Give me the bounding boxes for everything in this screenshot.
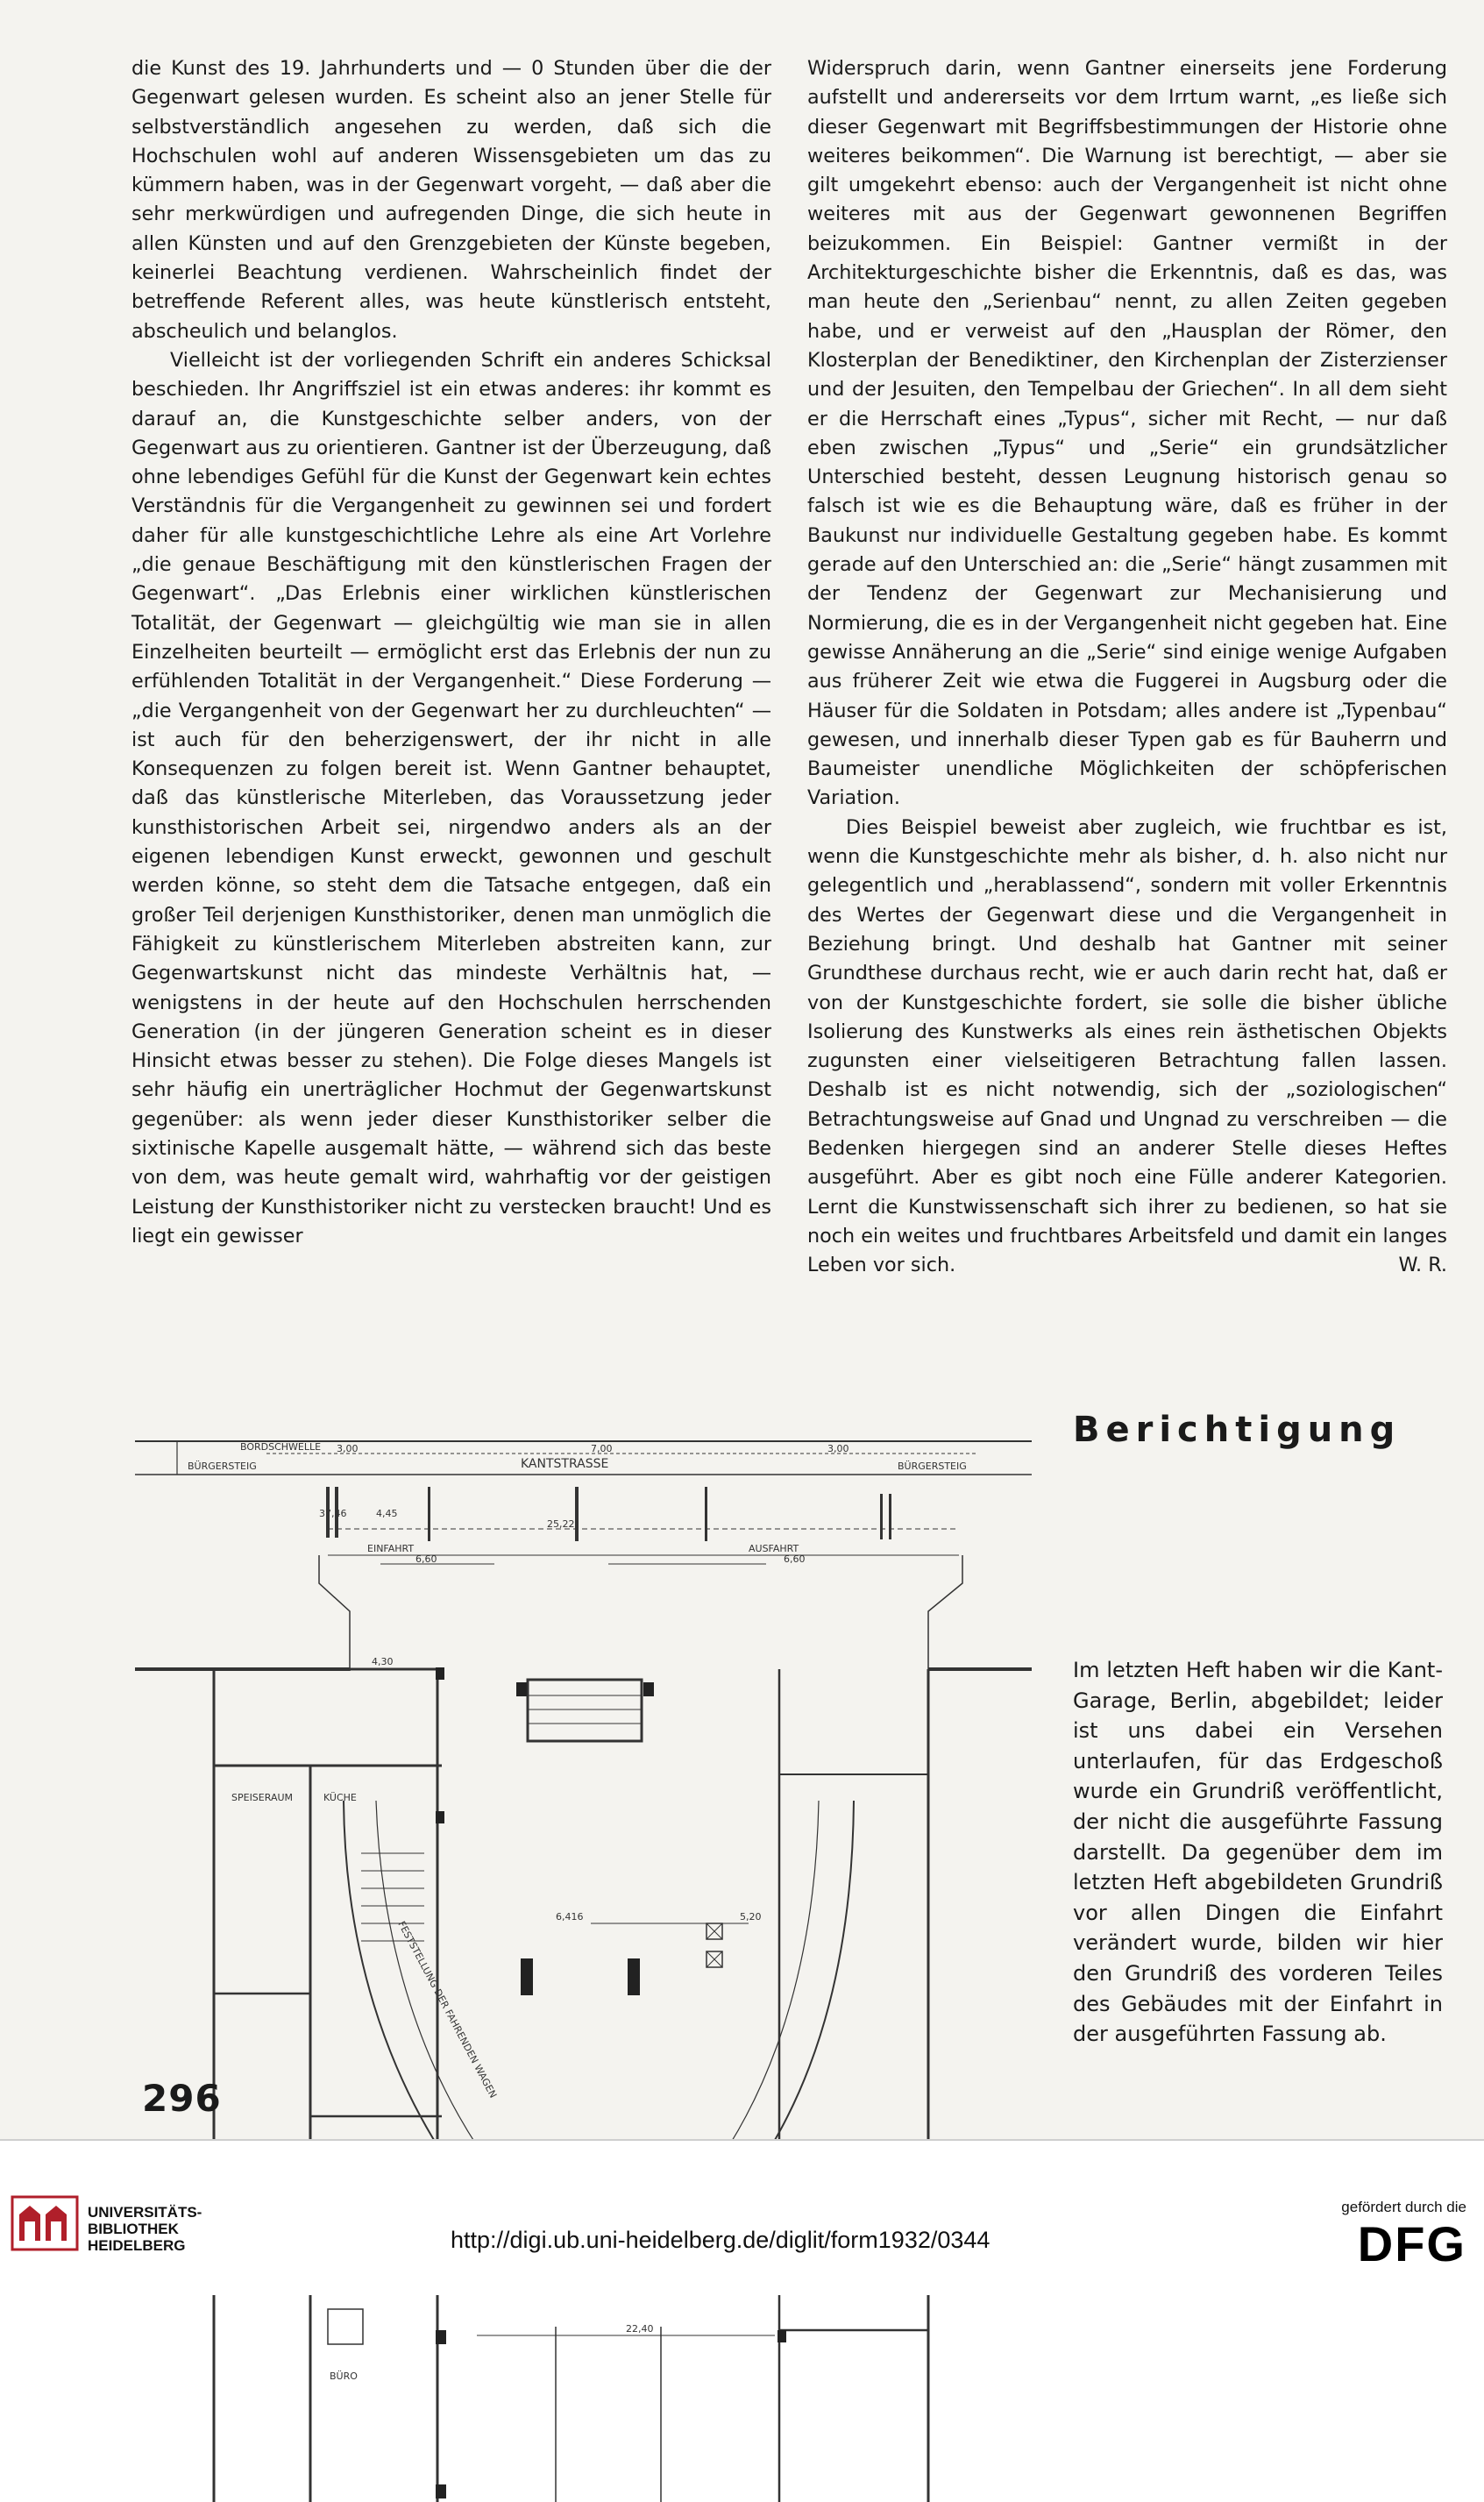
plan-dimension: 4,45 [376,1508,398,1519]
library-name-line: BIBLIOTHEK [88,2221,179,2237]
section-title: Berichtigung [1073,1410,1402,1450]
plan-dimension: 25,22 [547,1518,575,1530]
plan-dimension: 4,30 [372,1656,394,1667]
paragraph [807,814,1447,1281]
plan-label-room: SPEISERAUM [231,1792,294,1803]
plan-dimension: 6,60 [415,1553,437,1565]
dfg-logo: DFG [1357,2216,1466,2271]
library-logo-icon [11,2195,79,2251]
paragraph: Widerspruch darin, wenn Gantner einerseits jene Forderung aufstellt und andererseits vor dem Irrtum warnt, „es ließe sich dieser Gegenwart mit Begriffsbestimmungen der Historie ohne weiteres beikommen“. Die Warnung ist berechtigt, — aber sie gilt umgekehrt ebenso: auch der Vergangenheit ist nicht ohne weiteres mit aus der Gegenwart gewonnenen Begriffen beizukommen. Ein Beispiel: Gantner vermißt in der Architekturgeschichte bisher die Erkenntnis, daß es das, was man heute den „Serienbau“ nennt, zu allen Zeiten gegeben habe, und er verweist auf den „Hausplan der Römer, den Klosterplan der Benediktiner, den Kirchenplan der Zisterzienser und der Jesuiten, den Tempelbau der Griechen“. In all dem sieht er die Herrschaft eines „Typus“, sicher mit Recht, — nur daß eben zwischen „Typus“ und „Serie“ ein grundsätzlicher Unterschied besteht, dessen Leugnung historisch genau so falsch ist wie es die Behauptung wäre, daß es früher in der Baukunst nur individuelle Gestaltung gegeben habe. Es kommt gerade auf den Unterschied an: die „Serie“ hängt zusammen mit der Tendenz der Gegenwart zur Mechanisierung und Normierung, die es in der Vergangenheit nicht gegeben hat. Eine gewisse Annäherung an die „Serie“ sind einige wenige Aufgaben aus früherer Zeit wie etwa die Fuggerei in Augsburg oder die Häuser für die Soldaten in Potsdam; alles andere ist „Typenbau“ gewesen, und innerhalb dieser Typen gab es für Bauherrn und Baumeister unendliche Möglichkeiten der schöpferischen Variation. [807,57,1447,810]
text-column-right [807,54,1447,1280]
plan-dimension: 3,00 [827,1443,849,1454]
plan-dimension: 6,60 [784,1553,806,1565]
plan-dimension: 22,40 [626,2323,654,2335]
plan-label-sidewalk-left: BÜRGERSTEIG [188,1461,257,1472]
plan-dimension: 6,416 [556,1911,584,1923]
plan-label-room: KÜCHE [323,1792,357,1803]
sponsor-block [1341,2199,1466,2272]
library-name-line: HEIDELBERG [88,2237,186,2254]
paragraph: Vielleicht ist der vorliegenden Schrift ein anderes Schicksal beschieden. Ihr Angriffsziel ist ein etwas anderes: ihr kommt es darauf an, die Kunstgeschichte selber anders, von der Gegenwart aus zu orientieren. Gantner ist der Überzeugung, daß ohne lebendiges Gefühl für die Kunst der Gegenwart kein echtes Verständnis für die Vergangenheit zu gewinnen sei und fordert daher für alle kunstgeschichtliche Lehre als eine Art Vorlehre „die genaue Beschäftigung mit den künstlerischen Fragen der Gegenwart“. „Das Erlebnis einer wirklichen künstlerischen Totalität, der Gegenwart — gleichgültig wie man sie in allen Einzelheiten beurteilt — ermöglicht erst das Erlebnis der nun zu erfühlenden Totalität in der Vergangenheit.“ Diese Forderung — „die Vergangenheit von der Gegenwart her zu durchleuchten“ — ist auch für den beherzigenswert, der ihr nicht in alle Konsequenzen zu folgen bereit ist. Wenn Gantner behauptet, daß das künstlerische Miterleben, das Voraussetzung jeder kunsthistorischen Arbeit sei, nirgendwo anders als an der eigenen lebendigen Kunst erweckt, gewonnen und geschult werden könne, so steht dem die Tatsache entgegen, daß ein großer Teil derjenigen Kunsthistoriker, denen man unmöglich die Fähigkeit zu künstlerischem Miterleben abstreiten kann, zur Gegenwartskunst nicht das mindeste Verhältnis hat, — wenigstens in der heute auf den Hochschulen herrschenden Generation (in der jüngeren Generation scheint es in dieser Hinsicht etwas besser zu stehen). Die Folge dieses Mangels ist sehr häufig ein unerträglicher Hochmut der Gegenwartskunst gegenüber: als wenn jeder dieser Kunsthistoriker selber die sixtinische Kapelle ausgemalt hätte, — während sich das beste von dem, was heute gemalt wird, wahrhaftig vor der geistigen Leistung der Kunsthistoriker nicht zu verstecken braucht! Und es liegt ein gewisser [131,348,771,1247]
plan-label-exit: AUSFAHRT [749,1543,799,1554]
plan-label-bordschwelle: BORDSCHWELLE [240,1441,322,1453]
paragraph-text: Dies Beispiel beweist aber zugleich, wie fruchtbar es ist, wenn die Kunstgeschichte mehr als bisher, d. h. also nicht nur gelegentlich und „herablassend“, sondern mit voller Erkenntnis des Wertes der Gegenwart diese und die Vergangenheit in Beziehung bringt. Und deshalb hat Gantner mit seiner Grundthese durchaus recht, wie er auch darin recht hat, daß er von der Kunstgeschichte fordert, sie solle die bisher übliche Isolierung des Kunstwerks als eines rein ästhetischen Objekts zugunsten einer vielseitigeren Betrachtung fallen lassen. Deshalb ist es nicht notwendig, sich der „soziologischen“ Betrachtungsweise auf Gnad und Ungnad zu verschreiben — die Bedenken hiergegen sind an anderer Stelle dieses Heftes ausgeführt. Aber es gibt noch eine Fülle anderer Kategorien. Lernt die Kunstwissenschaft sich ihrer zu bedienen, so hat sie noch ein weites und fruchtbares Arbeitsfeld und damit ein langes Leben vor sich. [807,815,1447,1277]
plan-dimension: 5,20 [740,1911,762,1923]
footer-bar [0,2139,1484,2295]
plan-label-room: BÜRO [330,2371,358,2382]
plan-label-entry: EINFAHRT [367,1543,415,1554]
plan-label-ramp: FESTSTELLUNG DER FAHRENDEN WAGEN [395,1919,500,2100]
floor-plan-figure [135,1432,1032,2502]
permalink-url[interactable]: http://digi.ub.uni-heidelberg.de/diglit/form1932/0344 [451,2227,991,2253]
plan-dimension: 3,00 [337,1443,359,1454]
library-name-line: UNIVERSITÄTS- [88,2204,202,2221]
correction-text: Im letzten Heft haben wir die Kant-Garage, Berlin, abgebildet; leider ist uns dabei ein Versehen unterlaufen, für das Erdgeschoß wurde ein Grundriß veröffentlicht, der nicht die ausgeführte Fassung darstellt. Da gegenüber dem im letzten Heft abgebildeten Grundriß vor allen Dingen die Einfahrt verändert wurde, bilden wir hier den Grundriß des vorderen Teiles des Gebäudes mit der Einfahrt in der ausgeführten Fassung ab. [1073,1658,1443,2047]
text-column-left [131,54,771,1251]
plan-dimension: 37,46 [319,1508,347,1519]
plan-label-street: KANTSTRASSE [521,1457,609,1471]
author-signature: W. R. [1398,1254,1447,1277]
plan-label-sidewalk-right: BÜRGERSTEIG [898,1461,967,1472]
paragraph: die Kunst des 19. Jahrhunderts und — 0 Stunden über die der Gegenwart gelesen wurden. Es scheint also an jener Stelle für selbstverständlich angesehen zu werden, daß sich die Hochschulen wohl auf anderen Wissensgebieten um das zu kümmern haben, was in der Gegenwart vorgeht, — daß aber die sehr merkwürdigen und aufregenden Dinge, die sich heute in allen Künsten und auf den Grenzgebieten der Künste begeben, keinerlei Beachtung verdienen. Wahrscheinlich findet der betreffende Referent alles, was heute künstlerisch entsteht, abscheulich und belanglos. [131,57,771,343]
sponsor-label: gefördert durch die [1341,2199,1466,2215]
library-name [88,2204,202,2254]
plan-dimension: 7,00 [591,1443,613,1454]
page-number: 296 [142,2077,222,2120]
